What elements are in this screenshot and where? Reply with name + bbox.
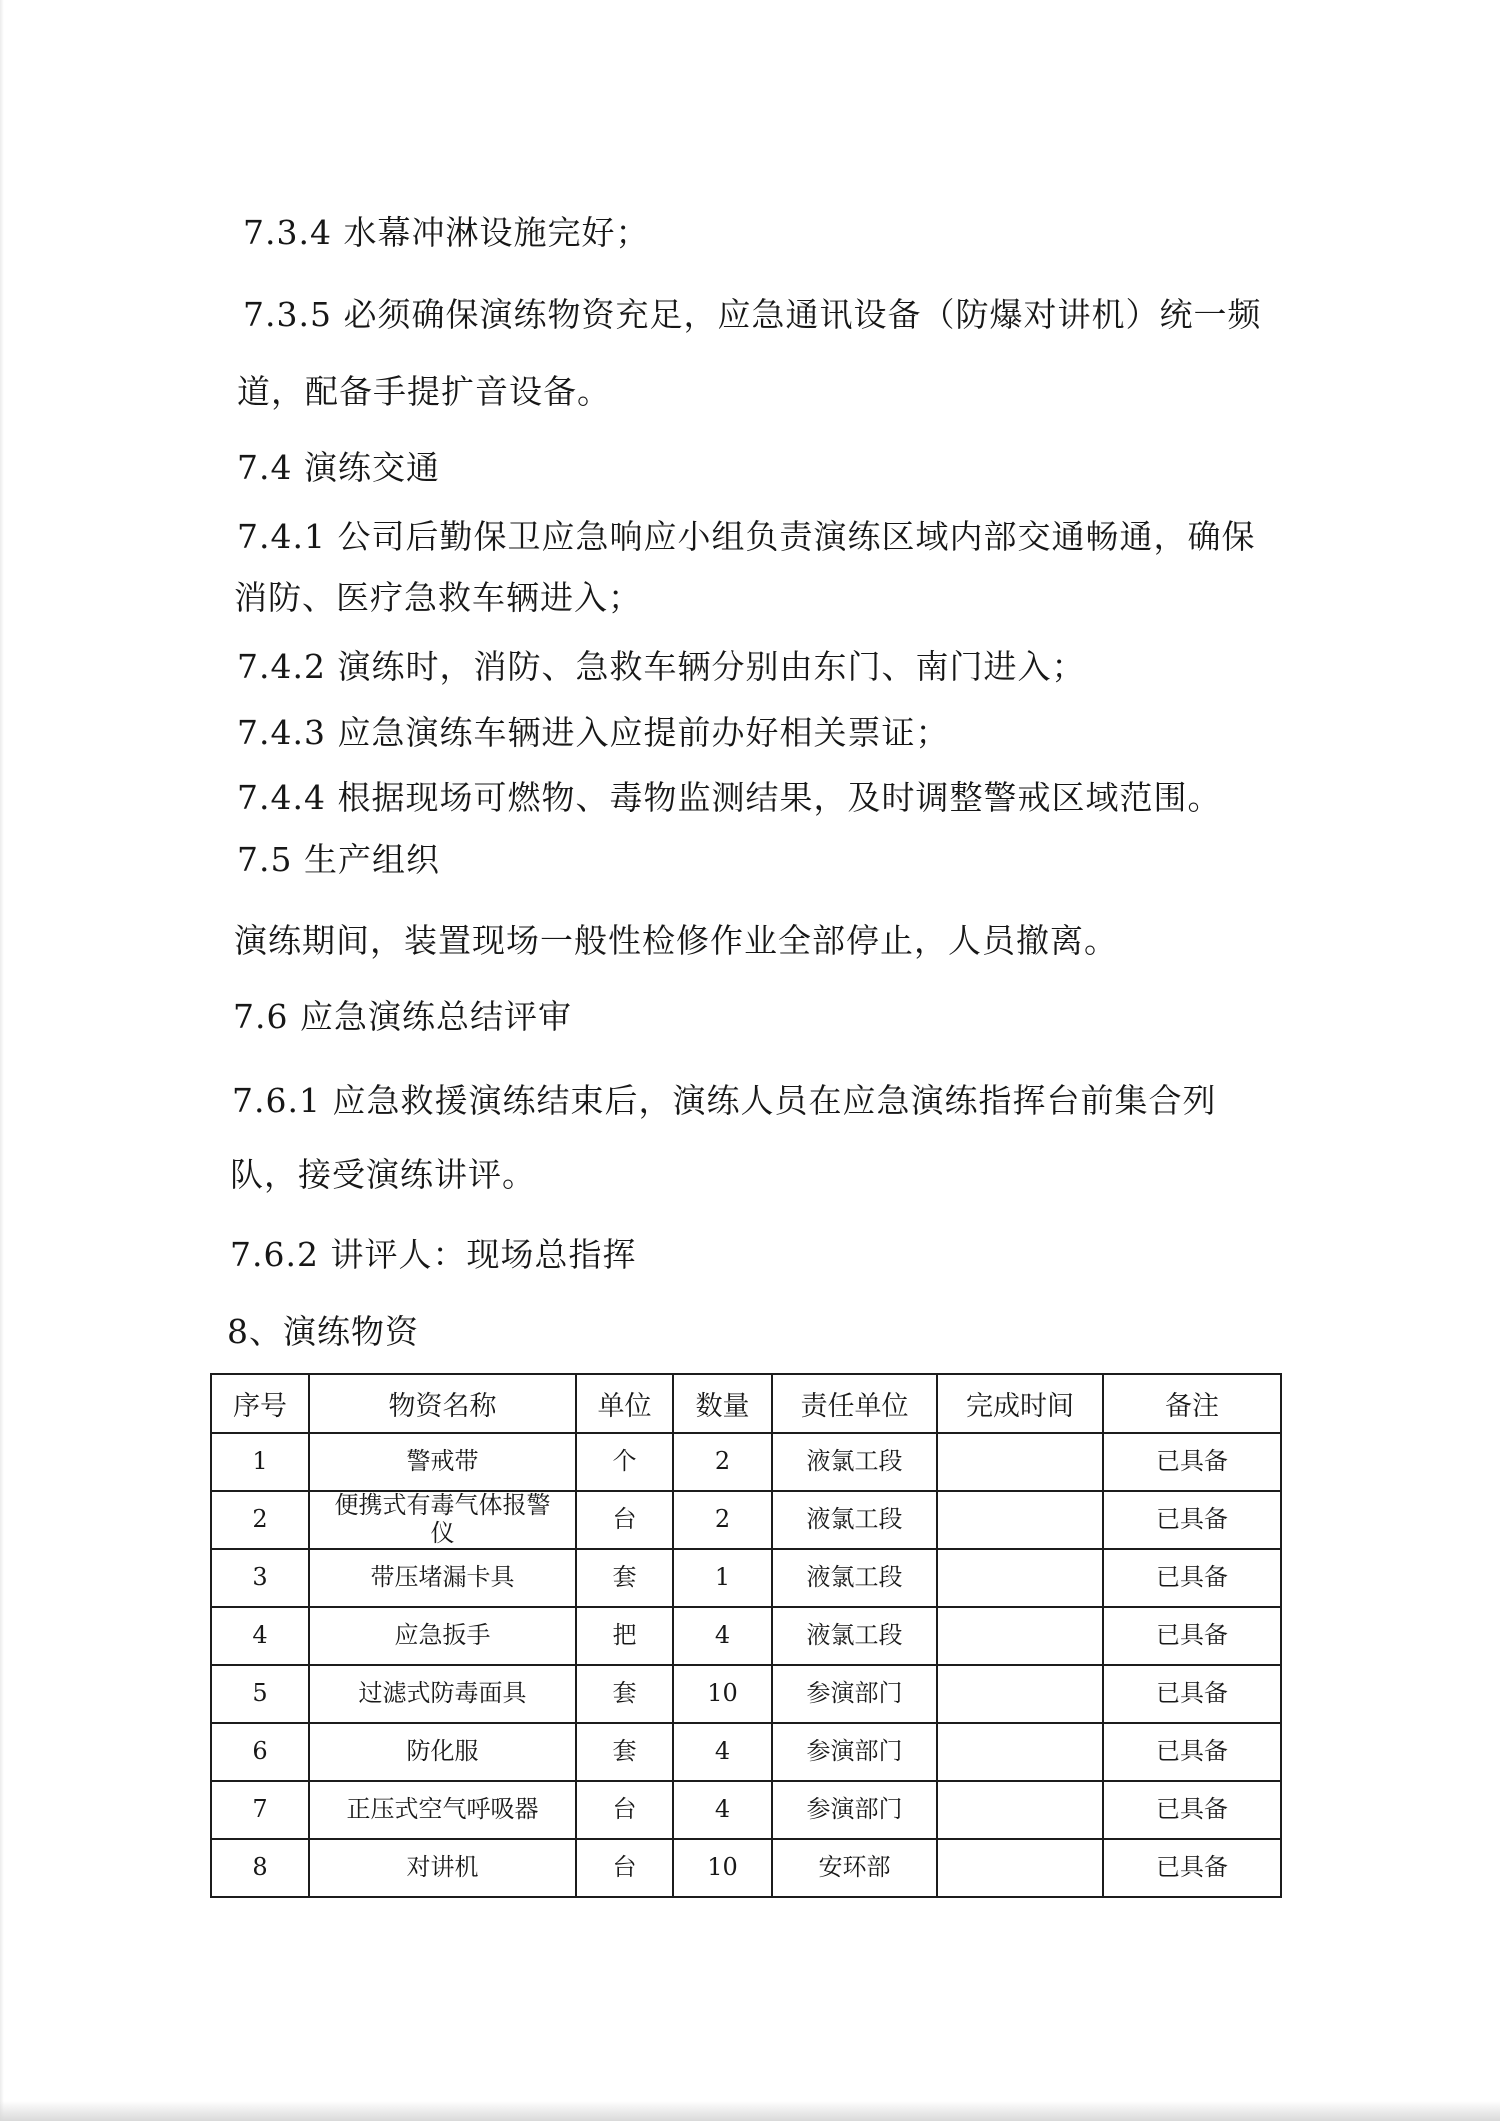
cell-seq: 4 [211, 1607, 309, 1665]
scan-edge-left [0, 0, 4, 2121]
paragraph-7-5: 演练期间，装置现场一般性检修作业全部停止，人员撤离。 [234, 921, 1118, 960]
cell-unit: 套 [576, 1665, 673, 1723]
header-finish-time: 完成时间 [937, 1374, 1103, 1433]
cell-owner: 参演部门 [772, 1665, 937, 1723]
table-header-row [211, 1374, 1281, 1433]
cell-qty: 10 [673, 1665, 772, 1723]
header-unit: 单位 [576, 1374, 673, 1433]
cell-qty: 2 [673, 1491, 772, 1549]
cell-remark: 已具备 [1103, 1549, 1281, 1607]
materials-table-body [211, 1433, 1281, 1897]
cell-unit: 台 [576, 1781, 673, 1839]
clause-7-4-2: 7.4.2 演练时，消防、急救车辆分别由东门、南门进入； [237, 647, 1086, 686]
cell-remark: 已具备 [1103, 1607, 1281, 1665]
cell-finish-time [937, 1839, 1103, 1897]
cell-name: 警戒带 [309, 1433, 576, 1491]
cell-owner: 液氯工段 [772, 1491, 937, 1549]
cell-qty: 4 [673, 1723, 772, 1781]
cell-remark: 已具备 [1103, 1433, 1281, 1491]
cell-name: 对讲机 [309, 1839, 576, 1897]
cell-unit: 套 [576, 1549, 673, 1607]
clause-7-3-4: 7.3.4 水幕冲淋设施完好； [243, 213, 650, 252]
cell-seq: 6 [211, 1723, 309, 1781]
cell-remark: 已具备 [1103, 1839, 1281, 1897]
header-seq: 序号 [211, 1374, 309, 1433]
cell-seq: 8 [211, 1839, 309, 1897]
table-row [211, 1665, 1281, 1723]
cell-name: 便携式有毒气体报警仪 [309, 1491, 576, 1549]
cell-seq: 3 [211, 1549, 309, 1607]
cell-unit: 个 [576, 1433, 673, 1491]
cell-qty: 4 [673, 1781, 772, 1839]
cell-name: 应急扳手 [309, 1607, 576, 1665]
heading-7-6: 7.6 应急演练总结评审 [233, 997, 572, 1036]
cell-unit: 台 [576, 1491, 673, 1549]
cell-finish-time [937, 1433, 1103, 1491]
table-row [211, 1607, 1281, 1665]
cell-seq: 5 [211, 1665, 309, 1723]
heading-7-5: 7.5 生产组织 [237, 840, 440, 879]
cell-qty: 10 [673, 1839, 772, 1897]
clause-7-3-5-continued: 道，配备手提扩音设备。 [237, 372, 611, 411]
scan-edge-bottom [0, 2101, 1500, 2121]
cell-unit: 台 [576, 1839, 673, 1897]
heading-8-materials: 8、演练物资 [227, 1312, 419, 1351]
cell-seq: 1 [211, 1433, 309, 1491]
heading-7-4: 7.4 演练交通 [237, 448, 440, 487]
cell-remark: 已具备 [1103, 1723, 1281, 1781]
table-row [211, 1781, 1281, 1839]
cell-finish-time [937, 1549, 1103, 1607]
cell-name: 过滤式防毒面具 [309, 1665, 576, 1723]
cell-name: 正压式空气呼吸器 [309, 1781, 576, 1839]
header-remark: 备注 [1103, 1374, 1281, 1433]
cell-owner: 液氯工段 [772, 1607, 937, 1665]
cell-owner: 安环部 [772, 1839, 937, 1897]
clause-7-6-1: 7.6.1 应急救援演练结束后，演练人员在应急演练指挥台前集合列 [232, 1081, 1217, 1120]
header-qty: 数量 [673, 1374, 772, 1433]
cell-name: 带压堵漏卡具 [309, 1549, 576, 1607]
table-row [211, 1723, 1281, 1781]
clause-7-6-1-continued: 队，接受演练讲评。 [230, 1155, 536, 1194]
table-row [211, 1839, 1281, 1897]
cell-qty: 1 [673, 1549, 772, 1607]
cell-owner: 参演部门 [772, 1781, 937, 1839]
cell-qty: 4 [673, 1607, 772, 1665]
cell-finish-time [937, 1491, 1103, 1549]
cell-name: 防化服 [309, 1723, 576, 1781]
table-row [211, 1433, 1281, 1491]
cell-seq: 2 [211, 1491, 309, 1549]
cell-remark: 已具备 [1103, 1491, 1281, 1549]
cell-finish-time [937, 1665, 1103, 1723]
header-owner: 责任单位 [772, 1374, 937, 1433]
cell-qty: 2 [673, 1433, 772, 1491]
clause-7-4-1-continued: 消防、医疗急救车辆进入； [234, 578, 642, 617]
clause-7-6-2: 7.6.2 讲评人：现场总指挥 [230, 1235, 637, 1274]
table-row [211, 1491, 1281, 1549]
cell-remark: 已具备 [1103, 1781, 1281, 1839]
cell-finish-time [937, 1723, 1103, 1781]
clause-7-4-3: 7.4.3 应急演练车辆进入应提前办好相关票证； [237, 713, 950, 752]
cell-finish-time [937, 1781, 1103, 1839]
materials-table [210, 1373, 1282, 1898]
cell-unit: 把 [576, 1607, 673, 1665]
cell-remark: 已具备 [1103, 1665, 1281, 1723]
clause-7-3-5: 7.3.5 必须确保演练物资充足，应急通讯设备（防爆对讲机）统一频 [243, 295, 1262, 334]
cell-owner: 液氯工段 [772, 1433, 937, 1491]
cell-owner: 参演部门 [772, 1723, 937, 1781]
cell-unit: 套 [576, 1723, 673, 1781]
header-name: 物资名称 [309, 1374, 576, 1433]
cell-seq: 7 [211, 1781, 309, 1839]
clause-7-4-4: 7.4.4 根据现场可燃物、毒物监测结果，及时调整警戒区域范围。 [237, 778, 1222, 817]
clause-7-4-1: 7.4.1 公司后勤保卫应急响应小组负责演练区域内部交通畅通，确保 [237, 517, 1256, 556]
table-row [211, 1549, 1281, 1607]
cell-owner: 液氯工段 [772, 1549, 937, 1607]
cell-finish-time [937, 1607, 1103, 1665]
